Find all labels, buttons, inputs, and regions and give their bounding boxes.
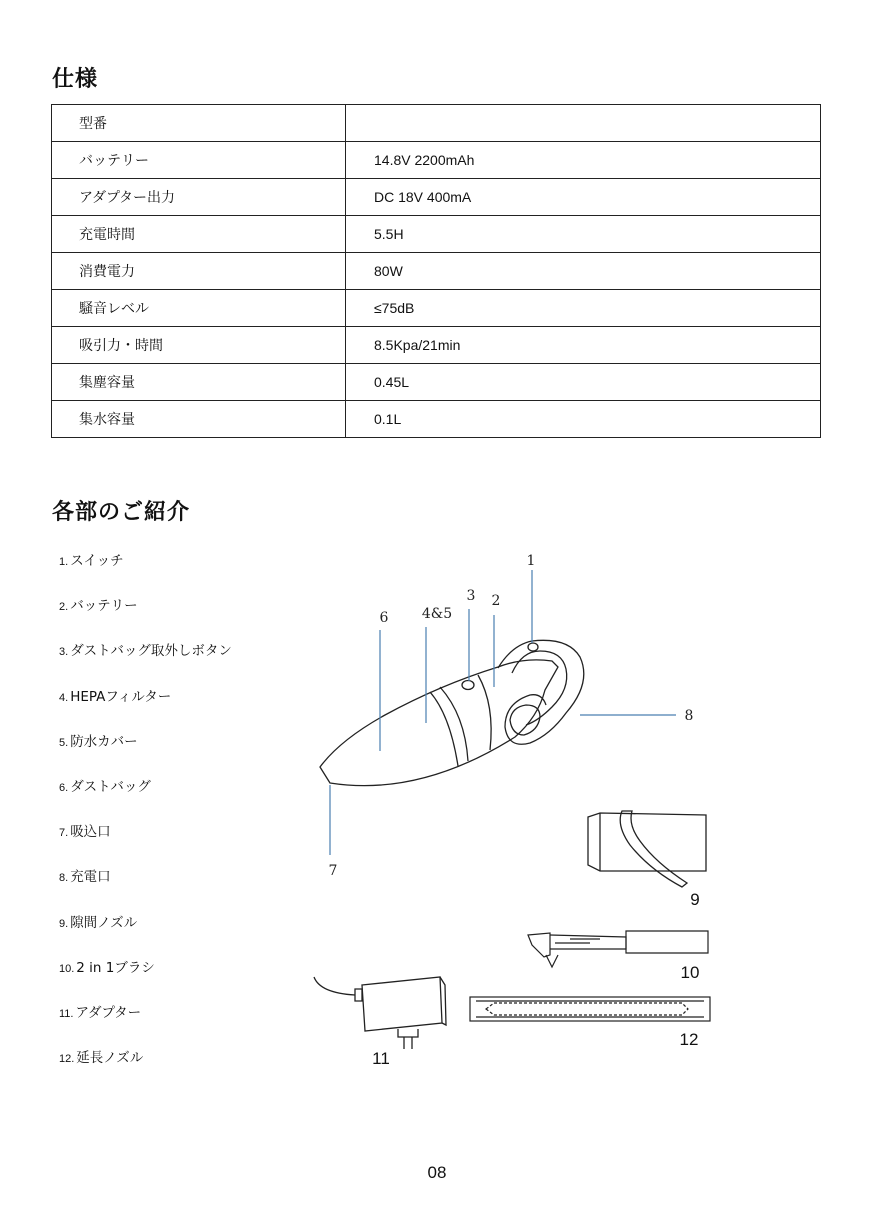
part-label: HEPAフィルター bbox=[70, 688, 172, 705]
callout-4-5: 4&5 bbox=[421, 606, 453, 622]
part-number: 7. bbox=[59, 827, 69, 840]
callout-2: 2 bbox=[491, 593, 501, 609]
part-label: ダストバッグ bbox=[70, 778, 151, 795]
accessory-label-9: 9 bbox=[690, 890, 700, 909]
spec-label-suction: 吸引力・時間 bbox=[52, 327, 346, 364]
table-row bbox=[52, 290, 821, 327]
spec-value-noise: ≤75dB bbox=[346, 290, 821, 327]
part-number: 4. bbox=[59, 691, 69, 704]
part-number: 8. bbox=[59, 872, 69, 885]
parts-list bbox=[59, 552, 232, 1094]
accessory-label-11: 11 bbox=[372, 1049, 390, 1068]
table-row bbox=[52, 179, 821, 216]
part-number: 3. bbox=[59, 646, 69, 659]
callout-1: 1 bbox=[526, 553, 536, 569]
spec-label-power: 消費電力 bbox=[52, 253, 346, 290]
part-number: 9. bbox=[59, 917, 69, 930]
callout-8: 8 bbox=[684, 708, 694, 724]
parts-diagram-svg bbox=[300, 545, 740, 1075]
vacuum-section-line bbox=[478, 675, 491, 750]
part-number: 5. bbox=[59, 736, 69, 749]
list-item bbox=[59, 552, 232, 597]
part-label: 防水カバー bbox=[70, 733, 138, 750]
page-number: 08 bbox=[427, 1163, 447, 1182]
adapter-illustration bbox=[314, 977, 446, 1049]
list-item bbox=[59, 1004, 232, 1049]
spec-value-dust-capacity: 0.45L bbox=[346, 364, 821, 401]
list-item bbox=[59, 778, 232, 823]
callout-3: 3 bbox=[466, 588, 476, 604]
part-label: ダストバッグ取外しボタン bbox=[70, 643, 232, 660]
vacuum-section-line bbox=[430, 692, 458, 766]
spec-value-power: 80W bbox=[346, 253, 821, 290]
callout-6: 6 bbox=[379, 610, 389, 626]
spec-value-model bbox=[346, 105, 821, 142]
part-label: 吸込口 bbox=[70, 824, 111, 841]
release-button-shape bbox=[462, 681, 474, 690]
spec-value-adapter-output: DC 18V 400mA bbox=[346, 179, 821, 216]
spec-value-charge-time: 5.5H bbox=[346, 216, 821, 253]
list-item bbox=[59, 688, 232, 733]
vacuum-section-line bbox=[440, 687, 468, 761]
list-item bbox=[59, 868, 232, 913]
list-item bbox=[59, 642, 232, 687]
table-row bbox=[52, 253, 821, 290]
spec-label-battery: バッテリー bbox=[52, 142, 346, 179]
part-label: バッテリー bbox=[70, 598, 138, 615]
vacuum-illustration bbox=[320, 640, 584, 785]
spec-label-charge-time: 充電時間 bbox=[52, 216, 346, 253]
table-row bbox=[52, 142, 821, 179]
spec-label-model: 型番 bbox=[52, 105, 346, 142]
list-item bbox=[59, 597, 232, 642]
vacuum-body-outline bbox=[320, 660, 558, 786]
table-row bbox=[52, 105, 821, 142]
spec-label-water-capacity: 集水容量 bbox=[52, 401, 346, 438]
spec-label-dust-capacity: 集塵容量 bbox=[52, 364, 346, 401]
list-item bbox=[59, 959, 232, 1004]
list-item bbox=[59, 914, 232, 959]
part-label: 充電口 bbox=[70, 869, 111, 886]
spec-label-adapter-output: アダプター出力 bbox=[52, 179, 346, 216]
table-row bbox=[52, 216, 821, 253]
vacuum-handle bbox=[498, 640, 584, 744]
table-row bbox=[52, 327, 821, 364]
list-item bbox=[59, 1049, 232, 1094]
part-label: アダプター bbox=[75, 1004, 142, 1021]
part-number: 1. bbox=[59, 556, 69, 568]
spec-table bbox=[51, 104, 821, 438]
parts-diagram bbox=[300, 545, 740, 1075]
part-label: スイッチ bbox=[70, 553, 124, 569]
accessory-label-10: 10 bbox=[680, 963, 700, 982]
spec-section-title: 仕様 bbox=[52, 67, 99, 92]
extension-nozzle-illustration bbox=[470, 997, 710, 1021]
list-item bbox=[59, 733, 232, 778]
part-number: 12. bbox=[59, 1053, 75, 1066]
part-label: 延長ノズル bbox=[76, 1050, 144, 1067]
part-label: 2 in 1ブラシ bbox=[76, 959, 155, 976]
part-number: 2. bbox=[59, 601, 69, 614]
table-row bbox=[52, 364, 821, 401]
accessory-label-12: 12 bbox=[679, 1030, 699, 1049]
crevice-nozzle-illustration bbox=[588, 811, 706, 887]
spec-value-water-capacity: 0.1L bbox=[346, 401, 821, 438]
part-label: 隙間ノズル bbox=[70, 914, 138, 931]
table-row bbox=[52, 401, 821, 438]
part-number: 11. bbox=[59, 1007, 74, 1020]
part-number: 6. bbox=[59, 781, 69, 794]
spec-value-suction: 8.5Kpa/21min bbox=[346, 327, 821, 364]
part-number: 10. bbox=[59, 962, 75, 975]
parts-section-title: 各部のご紹介 bbox=[52, 500, 191, 525]
list-item bbox=[59, 823, 232, 868]
switch-button-shape bbox=[528, 643, 538, 651]
callout-7: 7 bbox=[328, 863, 338, 879]
spec-value-battery: 14.8V 2200mAh bbox=[346, 142, 821, 179]
brush-illustration bbox=[528, 931, 708, 967]
spec-label-noise: 騒音レベル bbox=[52, 290, 346, 327]
